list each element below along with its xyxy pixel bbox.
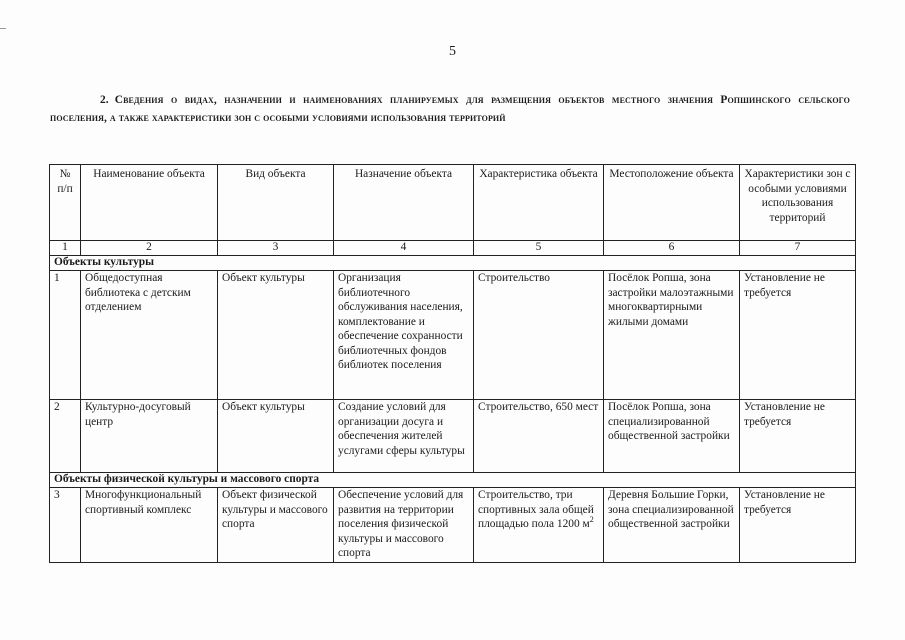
cell-characteristic-superscript: 2: [589, 515, 594, 525]
cell-location: Посёлок Ропша, зона застройки малоэтажными многоквартирными жилыми домами: [604, 271, 740, 400]
header-cell-location: Местоположение объекта: [604, 165, 740, 241]
table-row: [50, 271, 856, 400]
header-cell-name: Наименование объекта: [81, 165, 218, 241]
cell-zones: Установление не требуется: [740, 271, 856, 400]
cell-purpose: Обеспечение условий для развития на территории поселения физической культуры и массового спорта: [334, 488, 474, 563]
cell-kind: Объект культуры: [218, 400, 334, 473]
cell-characteristic: Строительство, 650 мест: [474, 400, 604, 473]
cell-zones: Установление не требуется: [740, 488, 856, 563]
header-cell-purpose: Назначение объекта: [334, 165, 474, 241]
section-heading-text: Сведения о видах, назначении и наименованиях планируемых для размещения объектов местного значения Ропшинского сельского поселения, а также характеристики зон с особыми условиями использования территорий: [50, 94, 850, 124]
column-number: 3: [218, 241, 334, 256]
section-title: Объекты физической культуры и массового спорта: [50, 473, 856, 488]
cell-number: 1: [50, 271, 81, 400]
header-cell-characteristic: Характеристика объекта: [474, 165, 604, 241]
cell-purpose: Создание условий для организации досуга и обеспечения жителей услугами сферы культуры: [334, 400, 474, 473]
column-number: 2: [81, 241, 218, 256]
section-title: Объекты культуры: [50, 256, 856, 271]
cell-characteristic: Строительство: [474, 271, 604, 400]
page-number: 5: [449, 44, 456, 59]
header-cell-number: № п/п: [50, 165, 81, 241]
cell-zones: Установление не требуется: [740, 400, 856, 473]
table-row: [50, 488, 856, 563]
section-heading: [50, 91, 850, 127]
cell-number: 2: [50, 400, 81, 473]
cell-name: Общедоступная библиотека с детским отделением: [81, 271, 218, 400]
column-numbers-row: [50, 241, 856, 256]
cell-kind: Объект культуры: [218, 271, 334, 400]
cell-characteristic: [474, 488, 604, 563]
header-cell-kind: Вид объекта: [218, 165, 334, 241]
cell-location: Деревня Большие Горки, зона специализированной общественной застройки: [604, 488, 740, 563]
cell-number: 3: [50, 488, 81, 563]
cell-name: Культурно-досуговый центр: [81, 400, 218, 473]
column-number: 4: [334, 241, 474, 256]
section-heading-number: 2.: [100, 94, 109, 106]
table-header-row: [50, 165, 856, 241]
column-number: 5: [474, 241, 604, 256]
scan-edge-mark: [0, 28, 6, 29]
column-number: 1: [50, 241, 81, 256]
table-row: [50, 400, 856, 473]
column-number: 6: [604, 241, 740, 256]
cell-purpose: Организация библиотечного обслуживания населения, комплектование и обеспечение сохранности библиотечных фондов библиотек поселения: [334, 271, 474, 400]
cell-name: Многофункциональный спортивный комплекс: [81, 488, 218, 563]
cell-location: Посёлок Ропша, зона специализированной общественной застройки: [604, 400, 740, 473]
header-cell-zones: Характеристики зон с особыми условиями использования территорий: [740, 165, 856, 241]
section-row-sport: [50, 473, 856, 488]
objects-table: [49, 164, 856, 563]
cell-kind: Объект физической культуры и массового спорта: [218, 488, 334, 563]
cell-characteristic-text: Строительство, три спортивных зала общей площадью пола 1200 м: [478, 489, 594, 530]
section-row-culture: [50, 256, 856, 271]
column-number: 7: [740, 241, 856, 256]
